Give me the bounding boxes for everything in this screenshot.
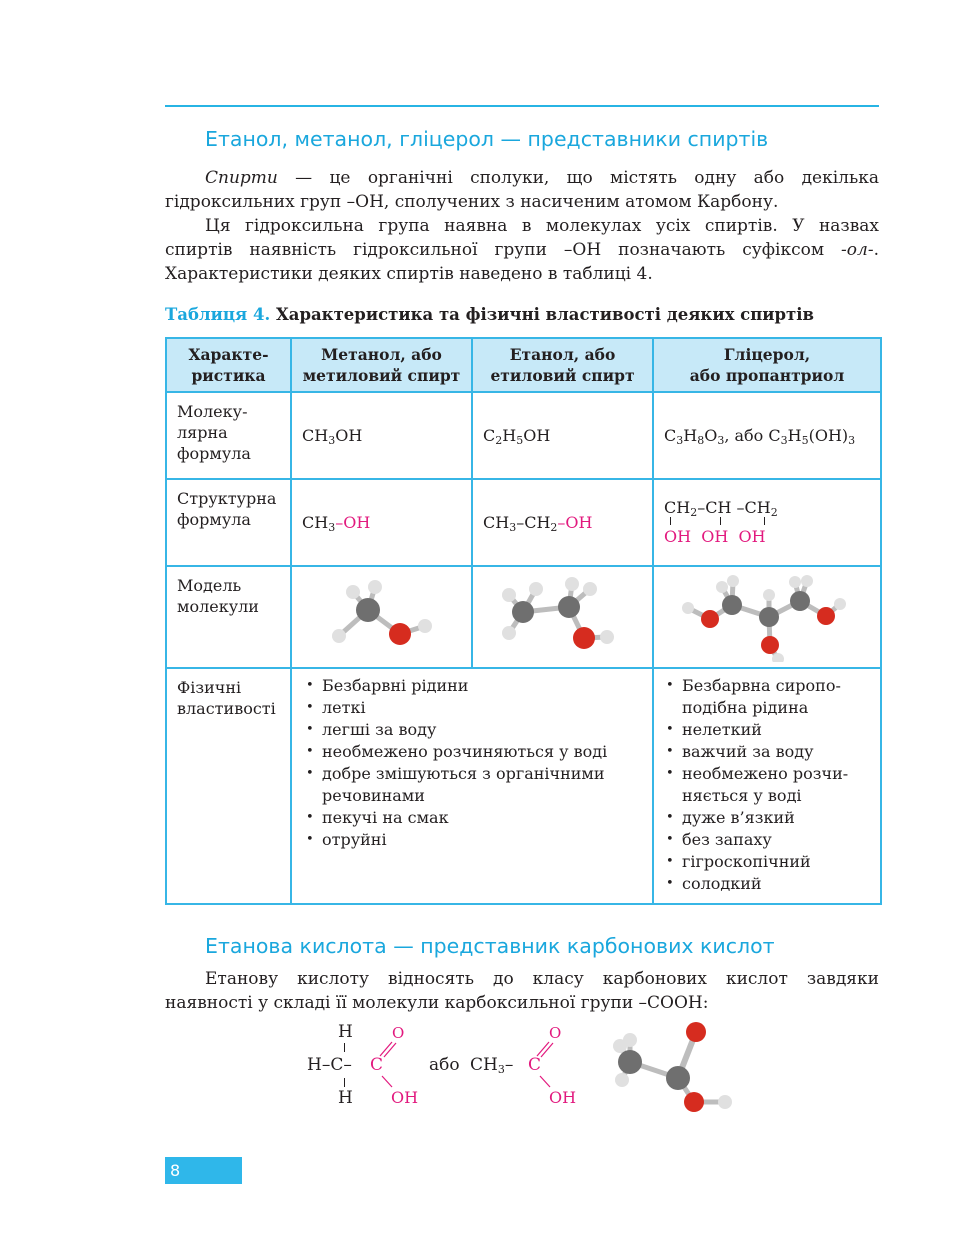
row-molecular-formula <box>166 392 881 479</box>
list-item: • без запаху <box>664 829 872 851</box>
list-item: • необмежено розчи-няється у воді <box>664 763 862 807</box>
row-label-structural: Структурна формула <box>166 479 291 566</box>
alcohols-properties <box>291 668 653 904</box>
list-item: • пекучі на смак <box>304 807 644 829</box>
header-ethanol: Етанол, або етиловий спирт <box>472 338 653 392</box>
table-header-row <box>166 338 881 392</box>
table-caption: Таблиця 4. Характеристика та фізичні властивості деяких спиртів <box>165 305 815 324</box>
section-heading-alcohols: Етанол, метанол, гліцерол — представники спиртів <box>205 127 769 151</box>
ethanol-molecular-formula: $C_2H_5OH$ <box>472 392 653 479</box>
list-item: • Безбарвна сиропо-подібна рідина <box>664 675 862 719</box>
acetic-acid-formulas: H H–C– C H O OH або $CH_3-$ C O OH <box>307 1022 577 1108</box>
list-item: • леткі <box>304 697 644 719</box>
glycerol-properties-list <box>664 675 872 895</box>
page-number: 8 <box>165 1157 242 1184</box>
list-item: • Безбарвні рідини <box>304 675 644 697</box>
term-alcohols: Спирти <box>205 168 278 188</box>
top-rule <box>165 105 879 107</box>
alcohols-table <box>165 337 882 905</box>
header-methanol: Метанол, або метиловий спирт <box>291 338 472 392</box>
list-item: • добре змішуються з органічними речовинами <box>304 763 632 807</box>
ethanol-structural-formula: $CH_3-CH_2-OH$ <box>472 479 653 566</box>
glycerol-structural-formula: $CH_2-CH$ $-CH_2$ OH OH OH <box>653 479 881 566</box>
row-molecule-model <box>166 566 881 668</box>
acetic-acid-molecule-icon <box>600 1022 745 1117</box>
glycerol-properties <box>653 668 881 904</box>
methanol-model <box>291 566 472 668</box>
list-item: • гігроскопічний <box>664 851 872 873</box>
glycerol-model <box>653 566 881 668</box>
list-item: • нелеткий <box>664 719 872 741</box>
list-item: • легші за воду <box>304 719 644 741</box>
acid-paragraph: Етанову кислоту відносять до класу карбонових кислот завдяки наявності у складі її молекули карбоксильної групи –COOH: <box>165 969 879 1013</box>
alcohols-properties-list <box>304 675 644 851</box>
list-item: • необмежено розчиняються у воді <box>304 741 644 763</box>
list-item: • дуже в’язкий <box>664 807 872 829</box>
row-physical-properties <box>166 668 881 904</box>
intro-paragraph: Спирти — це органічні сполуки, що містять одну або декілька гідроксильних груп –OH, сполучених з насиченим атомом Карбону. Ця гідроксильна група наявна в молекулах усіх спиртів. У назвах спиртів наявність гідроксильної групи –OH позначають суфіксом -ол-. Характеристики деяких спиртів наведено в таблиці 4. <box>165 168 879 284</box>
row-label-physical: Фізичні властивості <box>166 668 291 904</box>
row-label-model: Модель молекули <box>166 566 291 668</box>
list-item: • отруйні <box>304 829 644 851</box>
methanol-molecular-formula: $CH_3OH$ <box>291 392 472 479</box>
list-item: • солодкий <box>664 873 872 895</box>
row-structural-formula <box>166 479 881 566</box>
list-item: • важчий за воду <box>664 741 872 763</box>
glycerol-molecule-icon <box>654 567 882 662</box>
section-heading-acid: Етанова кислота — представник карбонових кислот <box>205 934 775 958</box>
ethanol-model <box>472 566 653 668</box>
header-characteristic: Характе- ристика <box>166 338 291 392</box>
glycerol-molecular-formula: $C_3H_8O_3$, або $C_3H_5(OH)_3$ <box>653 392 881 479</box>
methanol-molecule-icon <box>292 567 473 662</box>
methanol-structural-formula: $CH_3-OH$ <box>291 479 472 566</box>
header-glycerol: Гліцерол, або пропантриол <box>653 338 881 392</box>
row-label-molecular: Молеку- лярна формула <box>166 392 291 479</box>
ethanol-molecule-icon <box>473 567 654 662</box>
